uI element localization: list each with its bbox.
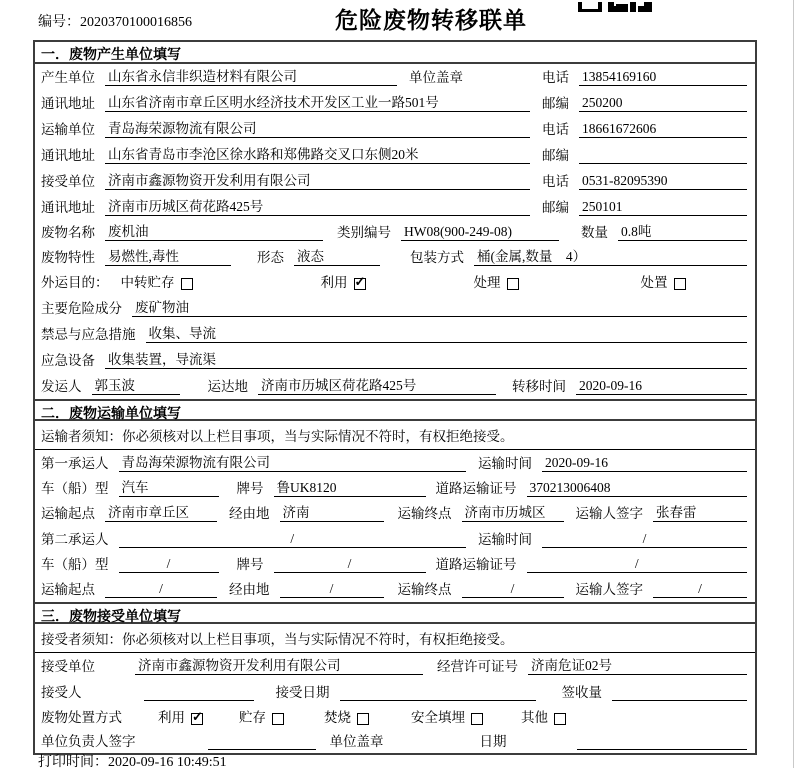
carrier2-value: /	[119, 530, 467, 548]
transporter-tel-label: 电话	[542, 122, 569, 137]
checkbox-transfer-storage	[181, 278, 193, 290]
transporter-row	[35, 116, 755, 142]
purpose-option-dispose	[641, 271, 686, 291]
transporter-addr-label: 通讯地址	[41, 148, 95, 163]
waste-form-label: 形态	[257, 250, 284, 265]
option-label: 中转贮存	[120, 275, 175, 290]
route2-sig-label: 运输人签字	[575, 582, 643, 597]
hazard-value: 废矿物油	[132, 299, 747, 317]
receiver-notice: 接受者须知：你必须核对以上栏目事项，当与实际情况不符时，有权拒绝接受。	[35, 624, 755, 653]
hazard-label: 主要危险成分	[41, 301, 122, 316]
equipment-row	[35, 347, 755, 373]
waste-qty-value: 0.8吨	[618, 223, 747, 241]
disposal-option-storage	[239, 706, 284, 726]
disposal-option-other	[521, 706, 566, 726]
page-edge-line	[793, 0, 794, 768]
plate1-value: 鲁UK8120	[274, 479, 426, 497]
license-value: 济南危证02号	[528, 657, 747, 675]
unit-seal-label: 单位盖章	[329, 734, 384, 749]
waste-cat-label: 类别编号	[337, 225, 391, 240]
qr-code-fragment	[578, 0, 652, 16]
disposal-option-landfill	[411, 706, 483, 726]
route2-via-label: 经由地	[229, 582, 270, 597]
option-label: 利用	[320, 275, 348, 290]
equipment-label: 应急设备	[41, 353, 95, 368]
print-time	[38, 751, 227, 771]
section3-header: 三．废物接受单位填写	[35, 602, 755, 624]
waste-pack-value: 桶(金属,数量 4）	[474, 248, 747, 266]
checkbox-disposal-landfill	[471, 713, 483, 725]
section1-header: 一．废物产生单位填写	[35, 42, 755, 64]
carrier1-label: 第一承运人	[41, 456, 109, 471]
purpose-row	[35, 270, 755, 295]
checkbox-dispose	[674, 278, 686, 290]
route1-end-value: 济南市历城区	[462, 504, 564, 522]
waste-pack-label: 包装方式	[410, 250, 464, 265]
option-label: 贮存	[239, 710, 266, 725]
route1-via-label: 经由地	[229, 506, 270, 521]
route2-end-value: /	[462, 580, 564, 598]
waste-form-value: 液态	[294, 248, 380, 266]
receiver-tel-value: 0531-82095390	[579, 172, 747, 190]
waste-name-value: 废机油	[105, 223, 323, 241]
road-permit2-value: /	[527, 555, 748, 573]
accept-person-label: 接受人	[41, 685, 82, 700]
sender-value: 郭玉波	[92, 377, 180, 395]
sign-date-label: 日期	[479, 734, 507, 749]
carrier2-label: 第二承运人	[41, 532, 109, 547]
waste-qty-label: 数量	[581, 225, 608, 240]
route2-via-value: /	[280, 580, 384, 598]
sign-date-value	[577, 733, 748, 750]
carrier1-time-label: 运输时间	[478, 456, 532, 471]
receiver-label: 接受单位	[41, 174, 95, 189]
vehicle2-value: /	[119, 555, 219, 573]
carrier1-row	[35, 450, 755, 476]
receipt-qty-label: 签收量	[561, 685, 602, 700]
carrier2-row	[35, 526, 755, 552]
transporter-label: 运输单位	[41, 122, 95, 137]
transporter-tel-value: 18661672606	[579, 120, 747, 138]
transfer-time-label: 转移时间	[512, 379, 566, 394]
route2-start-value: /	[105, 580, 217, 598]
accept-date-label: 接受日期	[275, 685, 330, 700]
plate2-label: 牌号	[236, 557, 264, 572]
producer-zip-label: 邮编	[542, 96, 569, 111]
transporter-zip-value	[579, 147, 747, 164]
carrier2-time-label: 运输时间	[478, 532, 532, 547]
carrier2-time-value: /	[542, 530, 747, 548]
receiver-addr-label: 通讯地址	[41, 200, 95, 215]
receipt-qty-value	[612, 684, 747, 701]
checkbox-treat	[507, 278, 519, 290]
transporter-value: 青岛海荣源物流有限公司	[105, 120, 530, 138]
transporter-addr-value: 山东省青岛市李沧区徐水路和郑佛路交叉口东侧20米	[105, 146, 530, 164]
vehicle2-label: 车（船）型	[41, 557, 109, 572]
print-time-value: 2020-09-16 10:49:51	[108, 755, 227, 770]
vehicle1-label: 车（船）型	[41, 481, 109, 496]
disposal-label: 废物处置方式	[41, 710, 122, 725]
producer-value: 山东省永信非织造材料有限公司	[105, 68, 397, 86]
dest-label: 运达地	[207, 379, 248, 394]
receiver-addr-value: 济南市历城区荷花路425号	[105, 198, 530, 216]
transfer-form-table	[33, 40, 757, 755]
route1-start-label: 运输起点	[41, 506, 95, 521]
route1-sig-label: 运输人签字	[575, 506, 643, 521]
carrier1-time-value: 2020-09-16	[542, 454, 747, 472]
road-permit2-label: 道路运输证号	[435, 557, 517, 572]
plate1-label: 牌号	[236, 481, 264, 496]
producer-row	[35, 64, 755, 90]
accept-person-value	[144, 684, 254, 701]
waste-name-label: 废物名称	[41, 225, 95, 240]
producer-addr-label: 通讯地址	[41, 96, 95, 111]
route1-via-value: 济南	[280, 504, 384, 522]
transporter-notice: 运输者须知：你必须核对以上栏目事项，当与实际情况不符时，有权拒绝接受。	[35, 421, 755, 450]
taboo-row	[35, 321, 755, 347]
producer-label: 产生单位	[41, 70, 95, 85]
producer-addr-row	[35, 90, 755, 116]
producer-addr-value: 山东省济南市章丘区明水经济技术开发区工业一路501号	[105, 94, 530, 112]
taboo-label: 禁忌与应急措施	[41, 327, 136, 342]
equipment-value: 收集装置，导流渠	[105, 351, 747, 369]
receiver-tel-label: 电话	[542, 174, 569, 189]
waste-cat-value: HW08(900-249-08)	[401, 223, 559, 241]
responsible-sig-value	[208, 733, 316, 750]
route2-sig-value: /	[653, 580, 747, 598]
route1-start-value: 济南市章丘区	[105, 504, 217, 522]
accept-person-row	[35, 679, 755, 705]
route2-start-label: 运输起点	[41, 582, 95, 597]
waste-name-row	[35, 220, 755, 245]
taboo-value: 收集、导流	[146, 325, 748, 343]
disposal-row	[35, 705, 755, 730]
route1-sig-value: 张春雷	[653, 504, 747, 522]
waste-character-row	[35, 245, 755, 270]
producer-seal-label: 单位盖章	[409, 70, 463, 85]
road-permit1-label: 道路运输证号	[435, 481, 517, 496]
checkbox-disposal-utilize	[191, 713, 203, 725]
hazard-row	[35, 295, 755, 321]
option-label: 处理	[473, 275, 501, 290]
checkbox-disposal-incinerate	[357, 713, 369, 725]
option-label: 焚烧	[324, 710, 351, 725]
transporter-addr-row	[35, 142, 755, 168]
option-label: 其他	[521, 710, 548, 725]
transfer-time-value: 2020-09-16	[576, 377, 747, 395]
checkbox-disposal-storage	[272, 713, 284, 725]
route1-end-label: 运输终点	[397, 506, 452, 521]
vehicle2-row	[35, 552, 755, 577]
road-permit1-value: 370213006408	[527, 479, 748, 497]
responsible-sig-label: 单位负责人签字	[41, 734, 136, 749]
plate2-value: /	[274, 555, 426, 573]
receiver-zip-value: 250101	[579, 198, 747, 216]
carrier1-value: 青岛海荣源物流有限公司	[119, 454, 467, 472]
page-title: 危险废物转移联单	[335, 7, 527, 33]
doc-number-label: 编号：	[38, 15, 80, 30]
accept-date-value	[340, 684, 536, 701]
route2-row	[35, 577, 755, 602]
receiver-zip-label: 邮编	[542, 200, 569, 215]
section2-header: 二．废物运输单位填写	[35, 399, 755, 421]
accept-unit-value: 济南市鑫源物资开发利用有限公司	[135, 657, 423, 675]
accept-unit-label: 接受单位	[41, 659, 95, 674]
route2-end-label: 运输终点	[397, 582, 452, 597]
purpose-option-treat	[474, 271, 519, 291]
purpose-option-transfer-storage	[121, 271, 193, 291]
receiver-row	[35, 168, 755, 194]
vehicle1-value: 汽车	[119, 479, 219, 497]
doc-number-value: 2020370100016856	[80, 15, 192, 30]
route1-row	[35, 501, 755, 526]
dispatch-row	[35, 373, 755, 399]
print-time-label: 打印时间：	[38, 755, 108, 770]
disposal-option-incinerate	[324, 706, 369, 726]
producer-tel-label: 电话	[542, 70, 569, 85]
option-label: 处置	[640, 275, 668, 290]
doc-number	[38, 11, 192, 31]
option-label: 安全填埋	[411, 710, 465, 725]
accept-unit-row	[35, 653, 755, 679]
receiver-value: 济南市鑫源物资开发利用有限公司	[105, 172, 530, 190]
sign-row	[35, 730, 755, 753]
checkbox-utilize	[354, 278, 366, 290]
sender-label: 发运人	[41, 379, 82, 394]
producer-zip-value: 250200	[579, 94, 747, 112]
receiver-addr-row	[35, 194, 755, 220]
transporter-zip-label: 邮编	[542, 148, 569, 163]
vehicle1-row	[35, 476, 755, 501]
option-label: 利用	[158, 710, 185, 725]
purpose-option-utilize	[321, 271, 366, 291]
dest-value: 济南市历城区荷花路425号	[258, 377, 496, 395]
waste-character-label: 废物特性	[41, 250, 95, 265]
license-label: 经营许可证号	[437, 659, 518, 674]
purpose-label: 外运目的：	[41, 275, 109, 290]
waste-character-value: 易燃性,毒性	[105, 248, 231, 266]
disposal-option-utilize	[158, 706, 203, 726]
producer-tel-value: 13854169160	[579, 68, 747, 86]
checkbox-disposal-other	[554, 713, 566, 725]
